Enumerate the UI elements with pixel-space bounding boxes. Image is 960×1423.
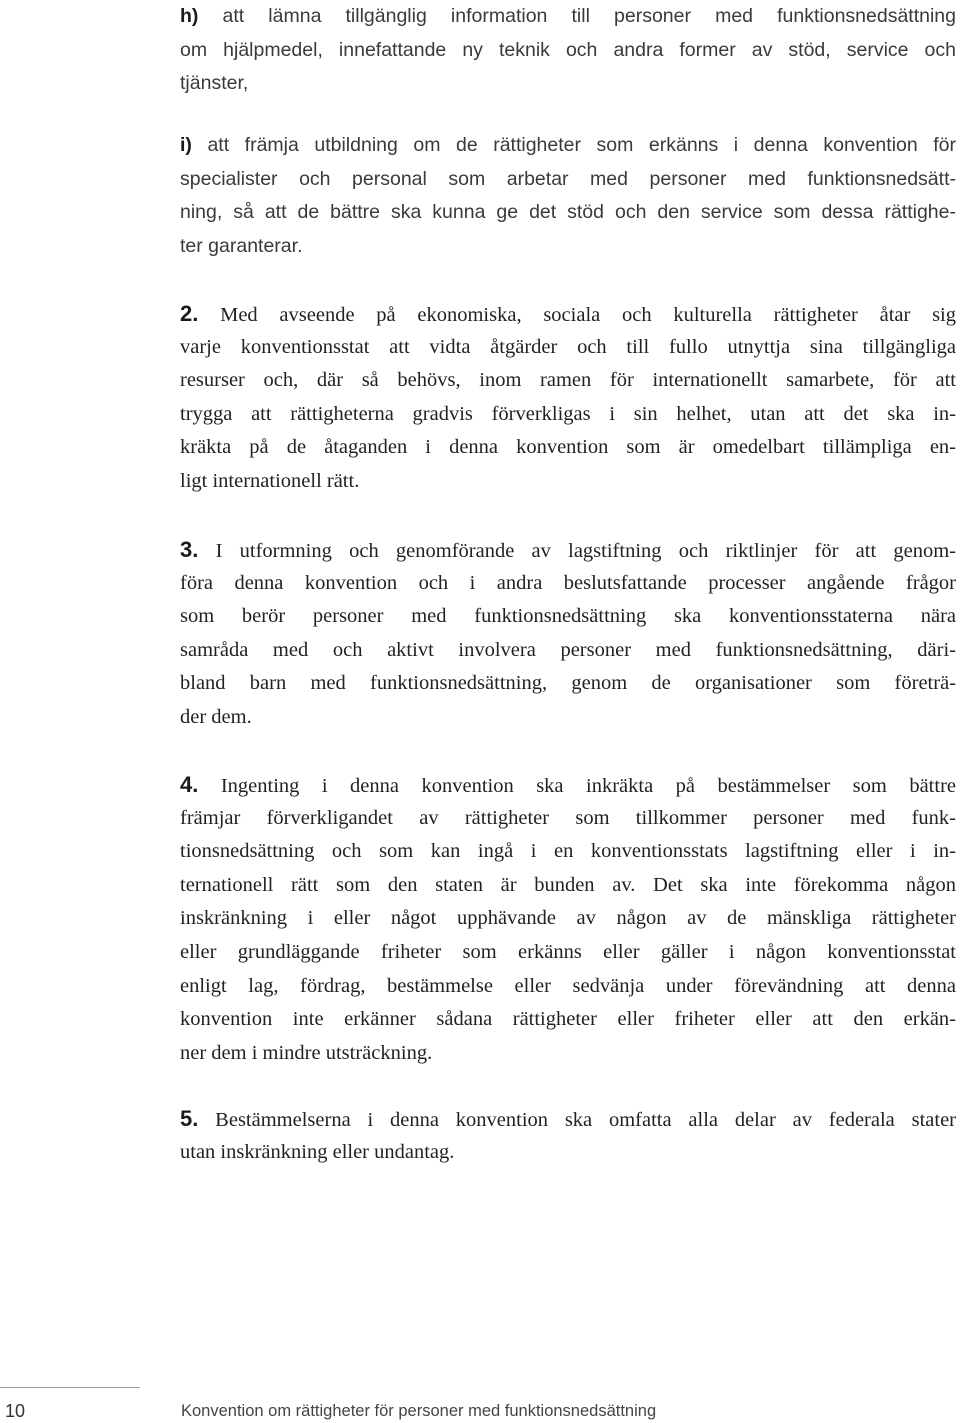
text-line: i) att främja utbildning om de rättigheter som erkänns i denna konvention för (180, 134, 956, 156)
text-line: 5. Bestämmelserna i denna konvention ska omfatta alla delar av federala stater (180, 1106, 956, 1131)
paragraph-4 (180, 768, 956, 1070)
footer-title: Konvention om rättigheter för personer med funktionsnedsättning (181, 1402, 657, 1420)
text-line: ter garanterar. (180, 234, 303, 257)
text-line: tionsnedsättning och som kan ingå i en konventionsstats lagstiftning eller i in- (180, 840, 956, 863)
page-number: 10 (5, 1401, 26, 1421)
text-line: bland barn med funktionsnedsättning, genom de organisationer som företrä- (180, 672, 956, 695)
text-line: ning, så att de bättre ska kunna ge det stöd och den service som dessa rättighe- (180, 201, 956, 224)
text-line: som berör personer med funktionsnedsättning ska konventionsstaterna nära (180, 605, 956, 628)
text-line: 3. I utformning och genomförande av lagstiftning och riktlinjer för att genom- (180, 537, 956, 562)
text-line: utan inskränkning eller undantag. (180, 1140, 455, 1163)
paragraph-number: 5. (180, 1106, 199, 1131)
text-line: ternationell rätt som den staten är bunden av. Det ska inte förekomma någon (180, 873, 956, 896)
text-line: konvention inte erkänner sådana rättigheter eller friheter eller att den erkän- (180, 1008, 956, 1031)
list-item-h (180, 0, 956, 101)
text-line: kräkta på de åtaganden i denna konvention som är omedelbart tillämpliga en- (180, 436, 956, 459)
paragraph-number: 4. (180, 772, 199, 797)
text-line: 2. Med avseende på ekonomiska, sociala och kulturella rättigheter åtar sig (180, 301, 956, 326)
list-marker: i) (180, 134, 192, 156)
text-line: samråda med och aktivt involvera personer med funktionsnedsättning, däri- (180, 638, 956, 661)
footer-rule (0, 1387, 140, 1388)
text-line: ligt internationell rätt. (180, 469, 360, 492)
text-line: inskränkning i eller något upphävande av någon av de mänskliga rättigheter (180, 907, 956, 930)
list-marker: h) (180, 5, 199, 27)
text-line: trygga att rättigheterna gradvis förverkligas i sin helhet, utan att det ska in- (180, 402, 956, 425)
page-footer (0, 1387, 960, 1423)
text-line: 4. Ingenting i denna konvention ska inkräkta på bestämmelser som bättre (180, 772, 956, 797)
text-line: ner dem i mindre utsträckning. (180, 1041, 433, 1064)
text-line: eller grundläggande friheter som erkänns eller gäller i någon konventionsstat (180, 940, 956, 963)
text-line: varje konventionsstat att vidta åtgärder och till fullo utnyttja sina tillgängliga (180, 335, 956, 358)
text-line: främjar förverkligandet av rättigheter som tillkommer personer med funk- (180, 806, 956, 829)
text-line: föra denna konvention och i andra beslutsfattande processer angående frågor (180, 571, 956, 594)
paragraph-3 (180, 533, 956, 735)
text-line: der dem. (180, 705, 252, 728)
text-line: h) att lämna tillgänglig information till personer med funktionsnedsättning (180, 5, 956, 27)
text-line: enligt lag, fördrag, bestämmelse eller sedvänja under förevändning att denna (180, 974, 956, 997)
text-line: specialister och personal som arbetar med personer med funktionsnedsätt- (180, 167, 956, 190)
paragraph-2 (180, 297, 956, 499)
list-item-i (180, 129, 956, 263)
paragraph-5 (180, 1102, 956, 1169)
paragraph-number: 3. (180, 537, 199, 562)
paragraph-number: 2. (180, 301, 199, 326)
text-line: om hjälpmedel, innefattande ny teknik och andra former av stöd, service och (180, 38, 956, 61)
text-line: resurser och, där så behövs, inom ramen för internationellt samarbete, för att (180, 369, 956, 392)
text-line: tjänster, (180, 72, 249, 95)
